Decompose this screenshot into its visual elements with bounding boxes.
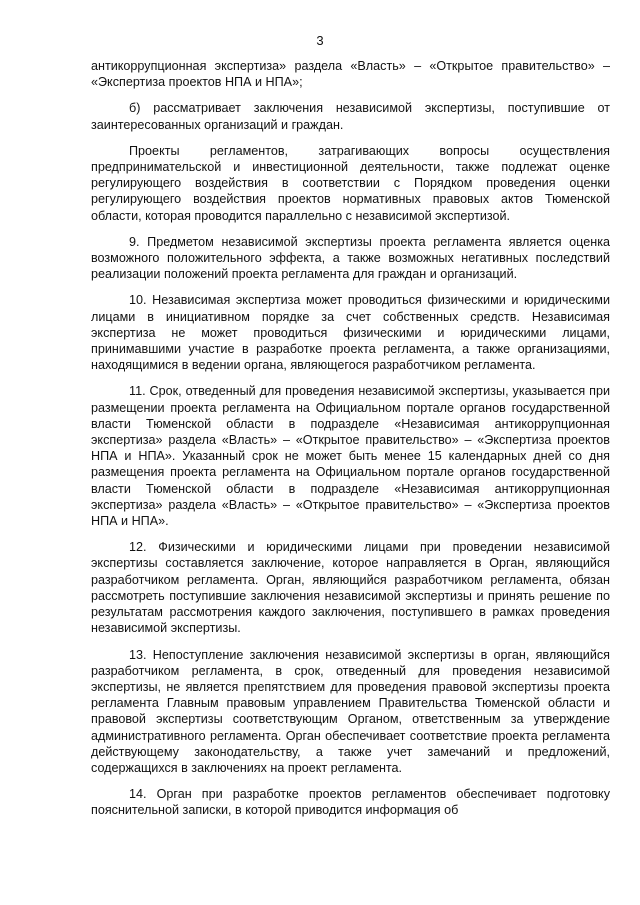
paragraph-item-12: 12. Физическими и юридическими лицами при проведении независимой экспертизы составляется заключение, которое направляется в Орган, являющийся разработчиком регламента. Орган, являющийся разработчиком регламента, обязан рассмотреть поступившие заключения независимой экспертизы и принять решение по результатам рассмотрения каждого заключения, поступившего в рамках проведения независимой экспертизы. <box>91 540 610 636</box>
document-body <box>91 58 610 829</box>
paragraph-subitem-b: б) рассматривает заключения независимой экспертизы, поступившие от заинтересованных организаций и граждан. <box>91 101 610 132</box>
paragraph-item-14: 14. Орган при разработке проектов регламентов обеспечивает подготовку пояснительной записки, в которой приводится информация об <box>91 787 610 818</box>
paragraph-continuation: антикоррупционная экспертиза» раздела «Власть» – «Открытое правительство» – «Экспертиза проектов НПА и НПА»; <box>91 59 610 90</box>
paragraph-regulatory-impact: Проекты регламентов, затрагивающих вопросы осуществления предпринимательской и инвестиционной деятельности, также подлежат оценке регулирующего воздействия в соответствии с Порядком проведения оценки регулирующего воздействия проектов нормативных правовых актов Тюменской области, которая проводится параллельно с независимой экспертизой. <box>91 143 610 223</box>
paragraph-item-9: 9. Предметом независимой экспертизы проекта регламента является оценка возможного положительного эффекта, а также возможных негативных последствий реализации положений проекта регламента для граждан и организаций. <box>91 234 610 282</box>
paragraph-item-10: 10. Независимая экспертиза может проводиться физическими и юридическими лицами в инициативном порядке за счет собственных средств. Независимая экспертиза не может проводиться физическими и юридическими лицами, принимавшими участие в разработке проекта регламента, а также организациями, находящимися в ведении органа, являющегося разработчиком регламента. <box>91 293 610 373</box>
paragraph-item-13: 13. Непоступление заключения независимой экспертизы в орган, являющийся разработчиком регламента, в срок, отведенный для проведения независимой экспертизы, не является препятствием для проведения правовой экспертизы проекта регламента Главным правовым управлением Правительства Тюменской области и правовой экспертизы соответствующим Органом, ответственным за утверждение административного регламента. Орган обеспечивает соответствие проекта регламента действующему законодательству, а также учет замечаний и предложений, содержащихся в заключениях на проект регламента. <box>91 647 610 775</box>
paragraph-item-11: 11. Срок, отведенный для проведения независимой экспертизы, указывается при размещении проекта регламента на Официальном портале органов государственной власти Тюменской области в подразделе «Независимая антикоррупционная экспертиза» раздела «Власть» – «Открытое правительство» – «Экспертиза проектов НПА и НПА». Указанный срок не может быть менее 15 календарных дней со дня размещения проекта регламента на Официальном портале органов государственной власти Тюменской области в подразделе «Независимая антикоррупционная экспертиза» раздела «Власть» – «Открытое правительство» – «Экспертиза проектов НПА и НПА». <box>91 384 610 529</box>
page-number: 3 <box>316 33 324 48</box>
